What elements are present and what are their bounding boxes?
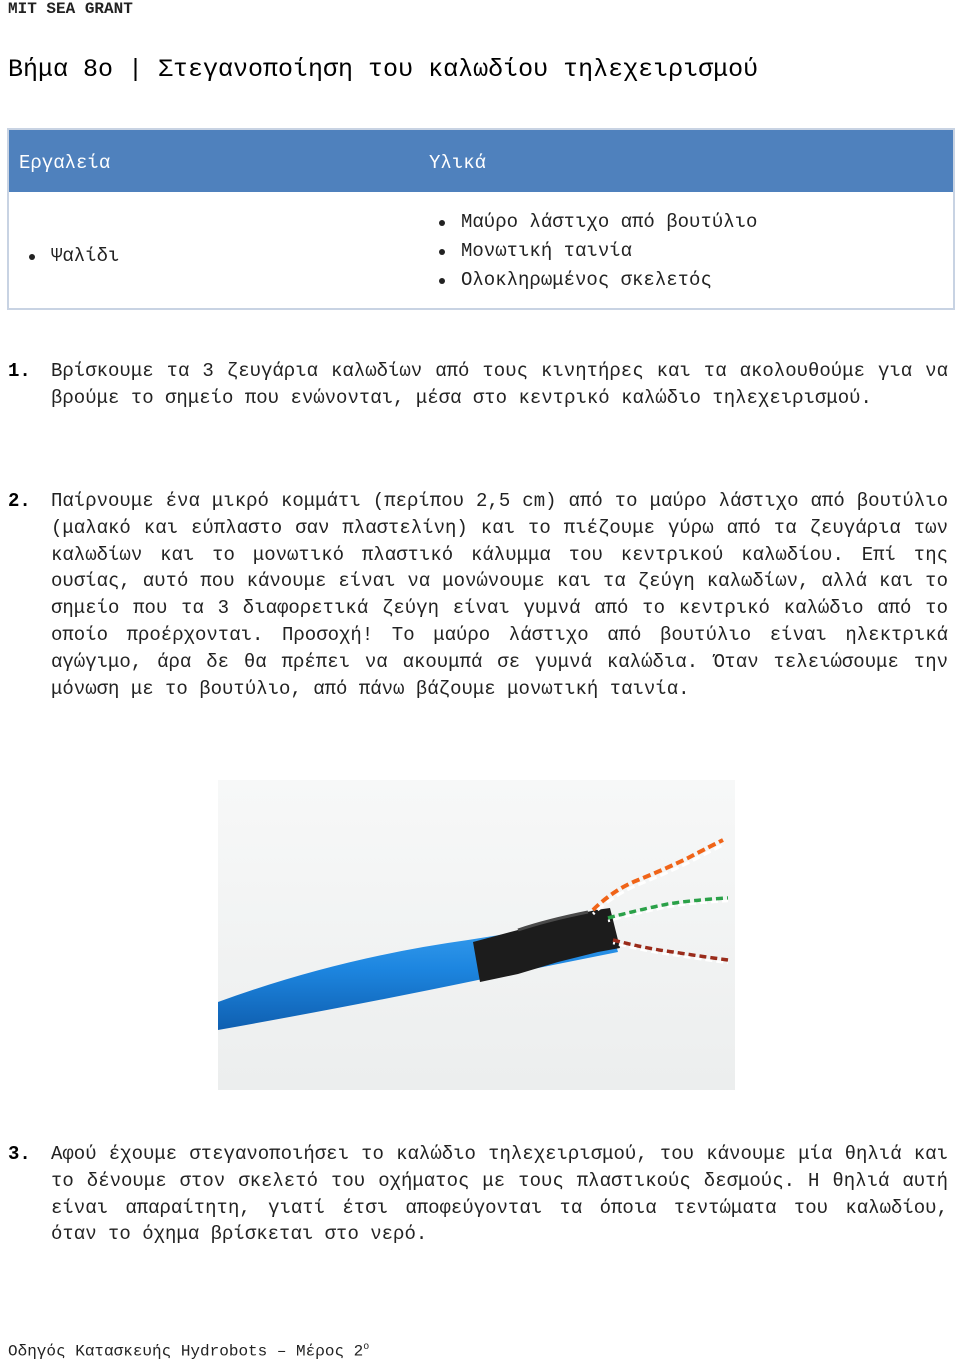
table-header-row xyxy=(9,130,953,192)
cable-illustration xyxy=(218,780,735,1090)
footer-text: Οδηγός Κατασκευής Hydrobots – Μέρος 2 xyxy=(8,1342,364,1361)
page-title: Βήμα 8ο | Στεγανοποίηση του καλωδίου τηλεχειρισμού xyxy=(8,55,759,84)
list-item: Μαύρο λάστιχο από βουτύλιο xyxy=(427,208,757,237)
step-number: 3. xyxy=(8,1143,31,1165)
list-item: Μονωτική ταινία xyxy=(427,237,757,266)
step-number: 2. xyxy=(8,490,31,512)
tools-materials-table xyxy=(7,128,955,310)
step-3 xyxy=(8,1141,948,1248)
table-body-row xyxy=(9,192,953,308)
step-text: Βρίσκουμε τα 3 ζευγάρια καλωδίων από τους κινητήρες και τα ακολουθούμε για να βρούμε το σημείο που ενώνονται, μέσα στο κεντρικό καλώδιο τηλεχειρισμού. xyxy=(51,360,948,409)
list-item: Ολοκληρωμένος σκελετός xyxy=(427,266,757,295)
list-item: Ψαλίδι xyxy=(17,242,119,271)
tools-list xyxy=(17,242,119,271)
step-1 xyxy=(8,358,948,412)
step-2 xyxy=(8,488,948,702)
materials-column-header: Υλικά xyxy=(429,152,487,174)
step-number: 1. xyxy=(8,360,31,382)
org-header: MIT SEA GRANT xyxy=(8,0,133,18)
page-footer xyxy=(8,1338,369,1361)
step-text: Αφού έχουμε στεγανοποιήσει το καλώδιο τηλεχειρισμού, του κάνουμε μία θηλιά και το δένουμε στον σκελετό του οχήματος με τους πλαστικούς δεσμούς. Η θηλιά αυτή είναι απαραίτητη, γιατί έτσι αποφεύγονται τα όποια τεντώματα του καλωδίου, όταν το όχημα βρίσκεται στο νερό. xyxy=(51,1143,948,1246)
cable-photo xyxy=(218,780,735,1090)
footer-superscript: ο xyxy=(363,1342,370,1353)
step-text: Παίρνουμε ένα μικρό κομμάτι (περίπου 2,5 cm) από το μαύρο λάστιχο από βουτύλιο (μαλακό και εύπλαστο σαν πλαστελίνη) και το πιέζουμε γύρω από τα ζευγάρια των καλωδίων και το μονωτικό πλαστικό κάλυμμα του κεντρικού καλωδίου. Επί της ουσίας, αυτό που κάνουμε είναι να μονώνουμε και τα ζεύγη καλωδίων, αλλά και το σημείο που τα 3 διαφορετικά ζεύγη είναι γυμνά από το κεντρικό καλώδιο από το οποίο προέρχονται. Προσοχή! Το μαύρο λάστιχο από βουτύλιο είναι ηλεκτρικά αγώγιμο, άρα δε θα πρέπει να ακουμπά σε γυμνά καλώδια. Όταν τελειώσουμε την μόνωση με το βουτύλιο, από πάνω βάζουμε μονωτική ταινία. xyxy=(51,490,948,700)
materials-list xyxy=(427,208,757,295)
tools-column-header: Εργαλεία xyxy=(19,152,111,174)
